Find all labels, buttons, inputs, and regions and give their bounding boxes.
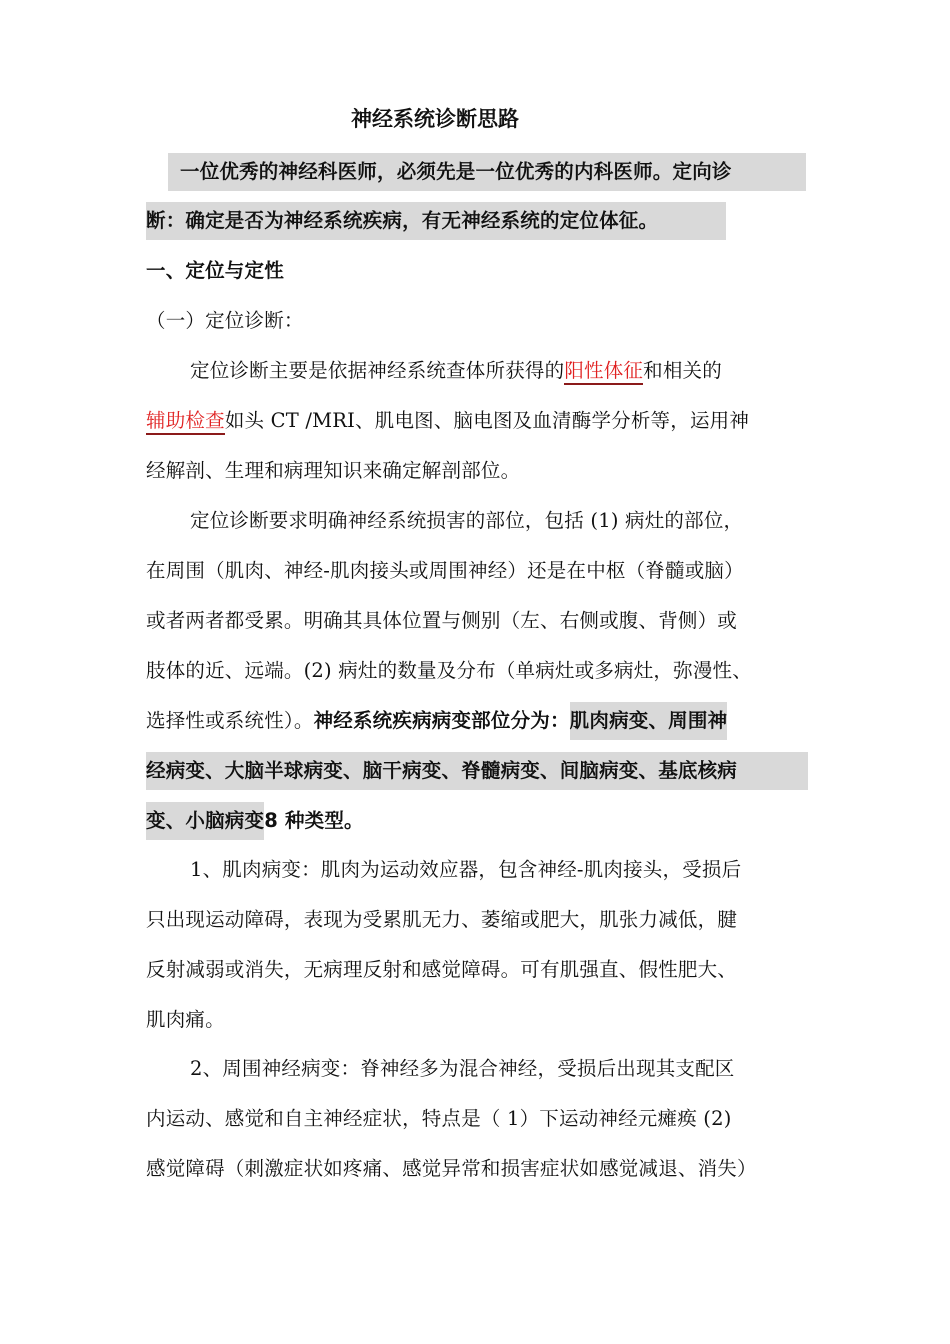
lesion-types-count: 8 种类型。 [264,809,364,832]
item1-line-4: 肌肉痛。 [146,1008,225,1031]
para1-line-1 [190,352,870,390]
document-title: 神经系统诊断思路 [351,107,519,131]
para2-line-2: 在周围（肌肉、神经-肌肉接头或周围神经）还是在中枢（脊髓或脑） [146,559,744,582]
item1-line-2: 只出现运动障碍，表现为受累肌无力、萎缩或肥大，肌张力减低，腱 [146,908,738,931]
para1-line-3: 经解剖、生理和病理知识来确定解剖部位。 [146,459,521,482]
para2-line-6 [146,752,808,790]
positive-signs-link: 阳性体征 [564,359,643,385]
item2-line-2: 内运动、感觉和自主神经症状，特点是（ 1）下运动神经元瘫痪 (2) [146,1107,732,1130]
para1-line-2 [146,402,826,440]
item1-line-3: 反射减弱或消失，无病理反射和感觉障碍。可有肌强直、假性肥大、 [146,958,738,981]
para1-text-a: 定位诊断主要是依据神经系统查体所获得的 [190,359,565,382]
intro-line-2-text: 断：确定是否为神经系统疾病，有无神经系统的定位体征。 [146,202,726,240]
para2-line-5 [146,702,826,740]
para2-line-4: 肢体的近、远端。(2) 病灶的数量及分布（单病灶或多病灶，弥漫性、 [146,659,752,682]
lesion-types-highlight-3: 变、小脑病变 [146,802,264,840]
section-heading: 一、定位与定性 [146,259,284,282]
para2-text-a: 选择性或系统性）。 [146,709,314,732]
para1-text-c: 如头 CT /MRI、肌电图、脑电图及血清酶学分析等，运用神 [224,409,750,432]
intro-line-1-text: 一位优秀的神经科医师，必须先是一位优秀的内科医师。定向诊 [168,153,806,191]
intro-line-1 [168,153,806,191]
lesion-types-highlight-2: 经病变、大脑半球病变、脑干病变、脊髓病变、间脑病变、基底核病 [146,752,808,790]
lesion-types-lead: 神经系统疾病病变部位分为： [313,709,570,732]
subsection-heading: （一）定位诊断： [146,309,304,332]
item2-line-3: 感觉障碍（刺激症状如疼痛、感觉异常和损害症状如感觉减退、消失） [146,1157,757,1180]
para1-text-b: 和相关的 [643,359,722,382]
intro-line-2 [146,202,726,240]
auxiliary-exam-link: 辅助检查 [146,409,225,435]
para2-line-1: 定位诊断要求明确神经系统损害的部位，包括 (1) 病灶的部位， [190,509,744,532]
item2-line-1: 2、周围神经病变：脊神经多为混合神经，受损后出现其支配区 [190,1057,735,1080]
para2-line-3: 或者两者都受累。明确其具体位置与侧别（左、右侧或腹、背侧）或 [146,609,738,632]
para2-line-7 [146,802,826,840]
lesion-types-highlight-1: 肌肉病变、周围神 [570,702,728,740]
item1-line-1: 1、肌肉病变：肌肉为运动效应器，包含神经-肌肉接头，受损后 [190,858,742,881]
